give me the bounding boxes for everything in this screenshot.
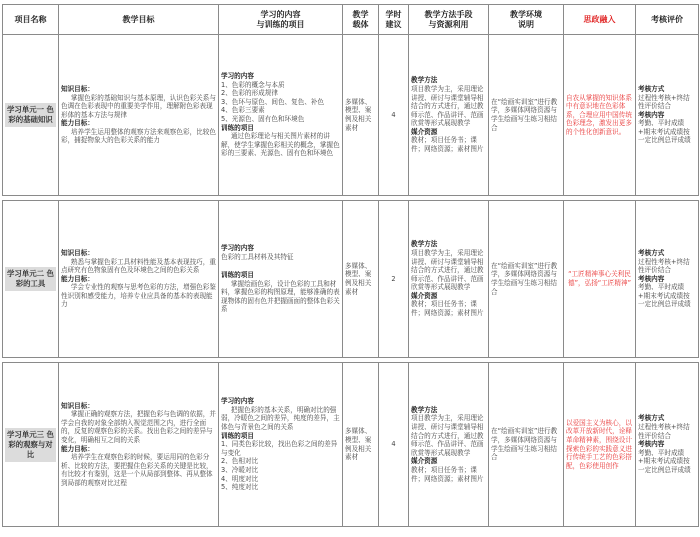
training-item: 2、色相对比 bbox=[221, 457, 259, 466]
media-text: 教材；项目任务书；课件；网络资源；素材图片 bbox=[411, 300, 484, 318]
eval-content-title: 考核内容 bbox=[638, 110, 665, 119]
media-title: 媒介资源 bbox=[411, 457, 438, 466]
eval-title: 考核方式 bbox=[638, 248, 665, 257]
ideology-cell: “工匠精神事心关利民德”，弘扬“工匠精神” bbox=[564, 201, 636, 358]
knowledge-goal-title: 知识目标： bbox=[61, 401, 94, 410]
eval-text: 过程性考核+终结性评价结合 bbox=[638, 423, 690, 440]
goal-cell bbox=[59, 35, 219, 196]
goal-cell bbox=[59, 201, 219, 358]
header-env: 教学环境 说明 bbox=[489, 5, 564, 35]
knowledge-goal-title: 知识目标： bbox=[61, 84, 94, 93]
method-title: 教学方法 bbox=[411, 405, 438, 414]
unit-name-cell bbox=[3, 363, 59, 527]
training-item: 5、纯度对比 bbox=[221, 483, 259, 492]
carrier-cell: 多媒体、模型、案例及相关素材 bbox=[343, 363, 379, 527]
method-cell bbox=[409, 35, 489, 196]
training-title: 训练的项目 bbox=[221, 123, 254, 132]
carrier-cell: 多媒体、模型、案例及相关素材 bbox=[343, 201, 379, 358]
eval-content-text: 考勤、平时成绩+期末考试成绩按一定比例总评成绩 bbox=[638, 283, 691, 309]
ability-goal-title: 能力目标： bbox=[61, 119, 94, 128]
media-title: 媒介资源 bbox=[411, 291, 438, 300]
eval-cell bbox=[636, 363, 699, 527]
unit-row bbox=[3, 35, 699, 196]
header-row bbox=[3, 5, 699, 35]
eval-text: 过程性考核+终结性评价结合 bbox=[638, 93, 690, 111]
training-title: 训练的项目 bbox=[221, 431, 254, 440]
eval-content-text: 考勤、平时成绩+期末考试成绩按一定比例总评成绩 bbox=[638, 119, 691, 145]
unit-name-cell bbox=[3, 35, 59, 196]
training-item: 1、同类色彩比较，找出色彩之间的差异与变化 bbox=[221, 440, 338, 457]
hours-cell: 4 bbox=[379, 363, 409, 527]
header-carrier: 教学 载体 bbox=[343, 5, 379, 35]
knowledge-goal-text: 掌握色彩的基础知识与基本原理，认识色彩关系与色调在色彩表现中的重要美学作用，理解附色彩表现形体的基本方法与规律 bbox=[61, 93, 216, 119]
training-item: 4、明度对比 bbox=[221, 474, 259, 483]
content-item: 3、色环与原色、间色、复色、补色 bbox=[221, 97, 325, 106]
training-text: 掌握绘画色彩，设计色彩的工具和材料，掌握色彩的构图原理，能够准确的表现物体的固有色并把握画面的整体色彩关系 bbox=[221, 279, 340, 314]
content-cell bbox=[219, 201, 343, 358]
header-project: 项目名称 bbox=[3, 5, 59, 35]
content-item: 把握色彩的基本关系，明确对比的强弱，冷暖色之间的差异，纯度的差异，主体色与背景色之间的关系 bbox=[221, 405, 340, 432]
method-text: 项目教学为主，采用理论讲授、研讨与课堂辅导相结合的方式进行，通过教师示范、作品讲评、范画欣赏等形式展现教学 bbox=[411, 414, 484, 457]
media-text: 教材；项目任务书；课件；网络资源；素材图片 bbox=[411, 136, 484, 154]
method-text: 项目教学为主，采用理论讲授、研讨与课堂辅导相结合的方式进行，通过教师示范、作品讲评、范画欣赏等形式展现教学 bbox=[411, 248, 484, 292]
header-goal: 教学目标 bbox=[59, 5, 219, 35]
header-method: 教学方法手段 与资源利用 bbox=[409, 5, 489, 35]
eval-content-text: 考勤、平时成绩+期末考试成绩按一定比例总评成绩 bbox=[638, 448, 691, 474]
header-content: 学习的内容 与训练的项目 bbox=[219, 5, 343, 35]
content-cell bbox=[219, 363, 343, 527]
header-ideology: 思政融入 bbox=[564, 5, 636, 35]
ideology-cell: 自农从掌握的知识体系中有意识地在色彩体系，合理应用中国传统色彩理念，激发出更多的个性化创新意识。 bbox=[564, 35, 636, 196]
unit-row bbox=[3, 201, 699, 358]
training-title: 训练的项目 bbox=[221, 271, 254, 280]
training-item: 3、冷暖对比 bbox=[221, 465, 259, 474]
content-item: 2、色彩的形成规律 bbox=[221, 89, 278, 98]
method-cell bbox=[409, 363, 489, 527]
eval-text: 过程性考核+终结性评价结合 bbox=[638, 257, 690, 275]
hours-cell: 4 bbox=[379, 35, 409, 196]
eval-cell bbox=[636, 201, 699, 358]
ideology-cell: 以爱国主义为核心，以改革开放新时代，诠释革命精神素，围绕设计探索色彩的实践意义进行传统手工艺的色彩搭配，色彩使用创作 bbox=[564, 363, 636, 527]
content-item: 1、色彩的概念与本质 bbox=[221, 80, 285, 89]
env-cell: 在“绘画实训室”进行教学，多媒体网络资源与学生绘画写生练习相结合 bbox=[489, 201, 564, 358]
header-eval: 考核评价 bbox=[636, 5, 699, 35]
unit-name: 学习单元三 色彩的观察与对比 bbox=[5, 428, 56, 462]
knowledge-goal-title: 知识目标： bbox=[61, 248, 94, 257]
method-cell bbox=[409, 201, 489, 358]
content-item: 色彩的工具材料及其特征 bbox=[221, 252, 294, 261]
hours-cell: 2 bbox=[379, 201, 409, 358]
ability-goal-text: 培养学生在观察色彩的时候，要运用同的色彩分析、比较的方法，要把握住色彩关系的关键是比较，有比较才有鉴别，这是一个从局部到整体、再从整体到局部的观察对比过程 bbox=[61, 453, 213, 487]
env-cell: 在“绘画实训室”进行教学，多媒体网络资源与学生绘画写生练习相结合 bbox=[489, 35, 564, 196]
ability-goal-title: 能力目标： bbox=[61, 444, 94, 453]
content-title: 学习的内容 bbox=[221, 397, 254, 406]
carrier-cell: 多媒体、模型、案例及相关素材 bbox=[343, 35, 379, 196]
knowledge-goal-text: 掌握正确的观察方法，把握色彩与色调的依据，并学会自我的对象全部纳入视觉范围之内，进行全面的，反复的观察色彩的关系。找出色彩之间的差异与变化，明确相互之间的关系 bbox=[61, 410, 216, 444]
content-title: 学习的内容 bbox=[221, 243, 254, 252]
method-title: 教学方法 bbox=[411, 240, 438, 249]
knowledge-goal-text: 熟悉与掌握色彩工具材料性能及基本表现技巧，重点研究有色物象固有色及环境色之间的色彩关系 bbox=[61, 257, 216, 275]
media-text: 教材；项目任务书；课件；网络资源；素材图片 bbox=[411, 465, 484, 483]
method-text: 项目教学为主，采用理论讲授、研讨与课堂辅导相结合的方式进行，通过教师示范、作品讲评、范画欣赏等形式展现教学 bbox=[411, 84, 484, 128]
header-hours: 学时 建议 bbox=[379, 5, 409, 35]
eval-title: 考核方式 bbox=[638, 84, 665, 93]
eval-title: 考核方式 bbox=[638, 414, 665, 423]
unit-name: 学习单元一 色彩的基础知识 bbox=[5, 103, 56, 127]
training-text: 通过色彩理论与相关图片素材的讲解，使学生掌握色彩相关的概念，掌握色彩的三要素、光源色、固有色和环境色 bbox=[221, 132, 340, 158]
content-item: 4、色彩三要素 bbox=[221, 106, 265, 115]
media-title: 媒介资源 bbox=[411, 127, 438, 136]
method-title: 教学方法 bbox=[411, 76, 438, 85]
goal-cell bbox=[59, 363, 219, 527]
env-cell: 在“绘画实训室”进行教学，多媒体网络资源与学生绘画写生练习相结合 bbox=[489, 363, 564, 527]
course-plan-table bbox=[2, 4, 699, 527]
unit-row bbox=[3, 363, 699, 527]
ability-goal-title: 能力目标： bbox=[61, 274, 94, 283]
eval-cell bbox=[636, 35, 699, 196]
content-item: 5、光源色、固有色和环境色 bbox=[221, 115, 305, 123]
ability-goal-text: 学会专业性的观察与思考色彩的方法，增强色彩鉴性识别和感受能力，培养专业应具备的基本的表现能力 bbox=[61, 283, 216, 309]
unit-name-cell bbox=[3, 201, 59, 358]
eval-content-title: 考核内容 bbox=[638, 440, 665, 449]
ability-goal-text: 培养学生运用整体的观察方法来观察色彩，比较色彩，捕捉物象大的色彩关系的能力 bbox=[61, 127, 216, 145]
unit-name: 学习单元二 色彩的工具 bbox=[5, 267, 56, 291]
content-cell bbox=[219, 35, 343, 196]
content-title: 学习的内容 bbox=[221, 72, 254, 81]
eval-content-title: 考核内容 bbox=[638, 274, 665, 283]
